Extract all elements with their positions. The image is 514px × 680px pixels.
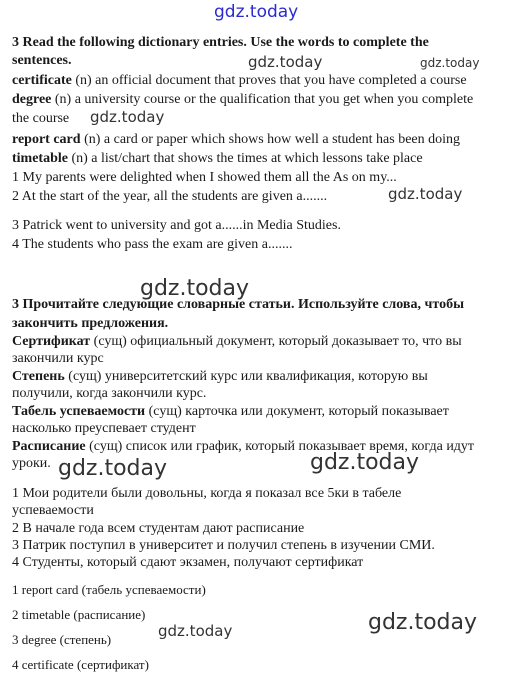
sentence: 1 My parents were delighted when I showed them all the As on my...: [12, 170, 397, 185]
sentence: 2 At the start of the year, all the students are given a.......: [12, 189, 328, 204]
sentence: 4 The students who pass the exam are given a.......: [12, 237, 293, 252]
entry-definition-cont: получили, когда закончили курс.: [12, 386, 207, 401]
watermark: gdz.today: [158, 622, 233, 640]
entry-definition: (сущ) список или график, который показывает время, когда идут: [85, 439, 475, 454]
entry-definition: (сущ) университетский курс или квалификация, которую вы: [64, 369, 428, 384]
watermark: gdz.today: [90, 108, 165, 126]
sentence: 3 Patrick went to university and got a......in Media Studies.: [12, 218, 341, 233]
watermark: gdz.today: [214, 2, 299, 22]
entry-definition: (n) a card or paper which shows how well a student has been doing: [80, 132, 461, 147]
entry-definition: (сущ) карточка или документ, который показывает: [145, 404, 449, 419]
watermark: gdz.today: [368, 610, 478, 635]
answer-item: 4 certificate (сертификат): [12, 657, 149, 672]
entry-term: certificate: [12, 73, 72, 88]
entry-definition-cont: насколько преуспевает студент: [12, 421, 196, 436]
entry-raspisanie: [12, 438, 474, 455]
watermark: gdz.today: [58, 456, 168, 481]
entry-definition: (n) an official document that proves that you have completed a course: [71, 73, 467, 88]
entry-term: Степень: [12, 369, 65, 384]
sentence: 4 Студенты, который сдают экзамен, получают сертификат: [12, 555, 364, 570]
task-heading-ru: 3 Прочитайте следующие словарные статьи. Используйте слова, чтобы: [12, 297, 465, 312]
entry-definition-cont: the course: [12, 111, 70, 126]
entry-term: Сертификат: [12, 334, 91, 349]
entry-timetable: [12, 150, 423, 167]
entry-stepen: [12, 368, 428, 385]
entry-sertifikat: [12, 333, 462, 350]
sentence: 2 В начале года всем студентам дают расписание: [12, 521, 305, 536]
sentence: успеваемости: [12, 503, 94, 518]
answer-item: 1 report card (табель успеваемости): [12, 582, 206, 597]
entry-definition: (n) a university course or the qualification that you get when you complete: [51, 92, 474, 107]
entry-term: degree: [12, 92, 52, 107]
sentence: 3 Патрик поступил в университет и получил степень в изучении СМИ.: [12, 538, 435, 553]
entry-term: timetable: [12, 151, 68, 166]
entry-term: report card: [12, 132, 81, 147]
entry-degree: [12, 91, 473, 108]
entry-report-card: [12, 131, 460, 148]
answer-item: 2 timetable (расписание): [12, 607, 146, 622]
entry-term: Табель успеваемости: [12, 404, 146, 419]
entry-definition-cont: уроки.: [12, 456, 51, 471]
entry-tabel: [12, 403, 449, 420]
entry-certificate: [12, 72, 467, 89]
watermark: gdz.today: [310, 450, 420, 475]
watermark: gdz.today: [140, 276, 250, 301]
entry-definition-cont: закончили курс: [12, 351, 104, 366]
entry-term: Расписание: [12, 439, 86, 454]
answer-item: 3 degree (степень): [12, 632, 112, 647]
entry-definition: (n) a list/chart that shows the times at which lessons take place: [67, 151, 423, 166]
watermark: gdz.today: [420, 56, 480, 70]
watermark: gdz.today: [388, 185, 463, 203]
task-heading-ru-cont: закончить предложения.: [12, 316, 169, 331]
entry-definition: (сущ) официальный документ, который доказывает то, что вы: [90, 334, 462, 349]
task-heading-en: 3 Read the following dictionary entries. Use the words to complete the: [12, 35, 429, 50]
watermark: gdz.today: [248, 53, 323, 71]
sentence: 1 Мои родители были довольны, когда я показал все 5ки в табеле: [12, 486, 402, 501]
task-heading-en-cont: sentences.: [12, 53, 72, 68]
